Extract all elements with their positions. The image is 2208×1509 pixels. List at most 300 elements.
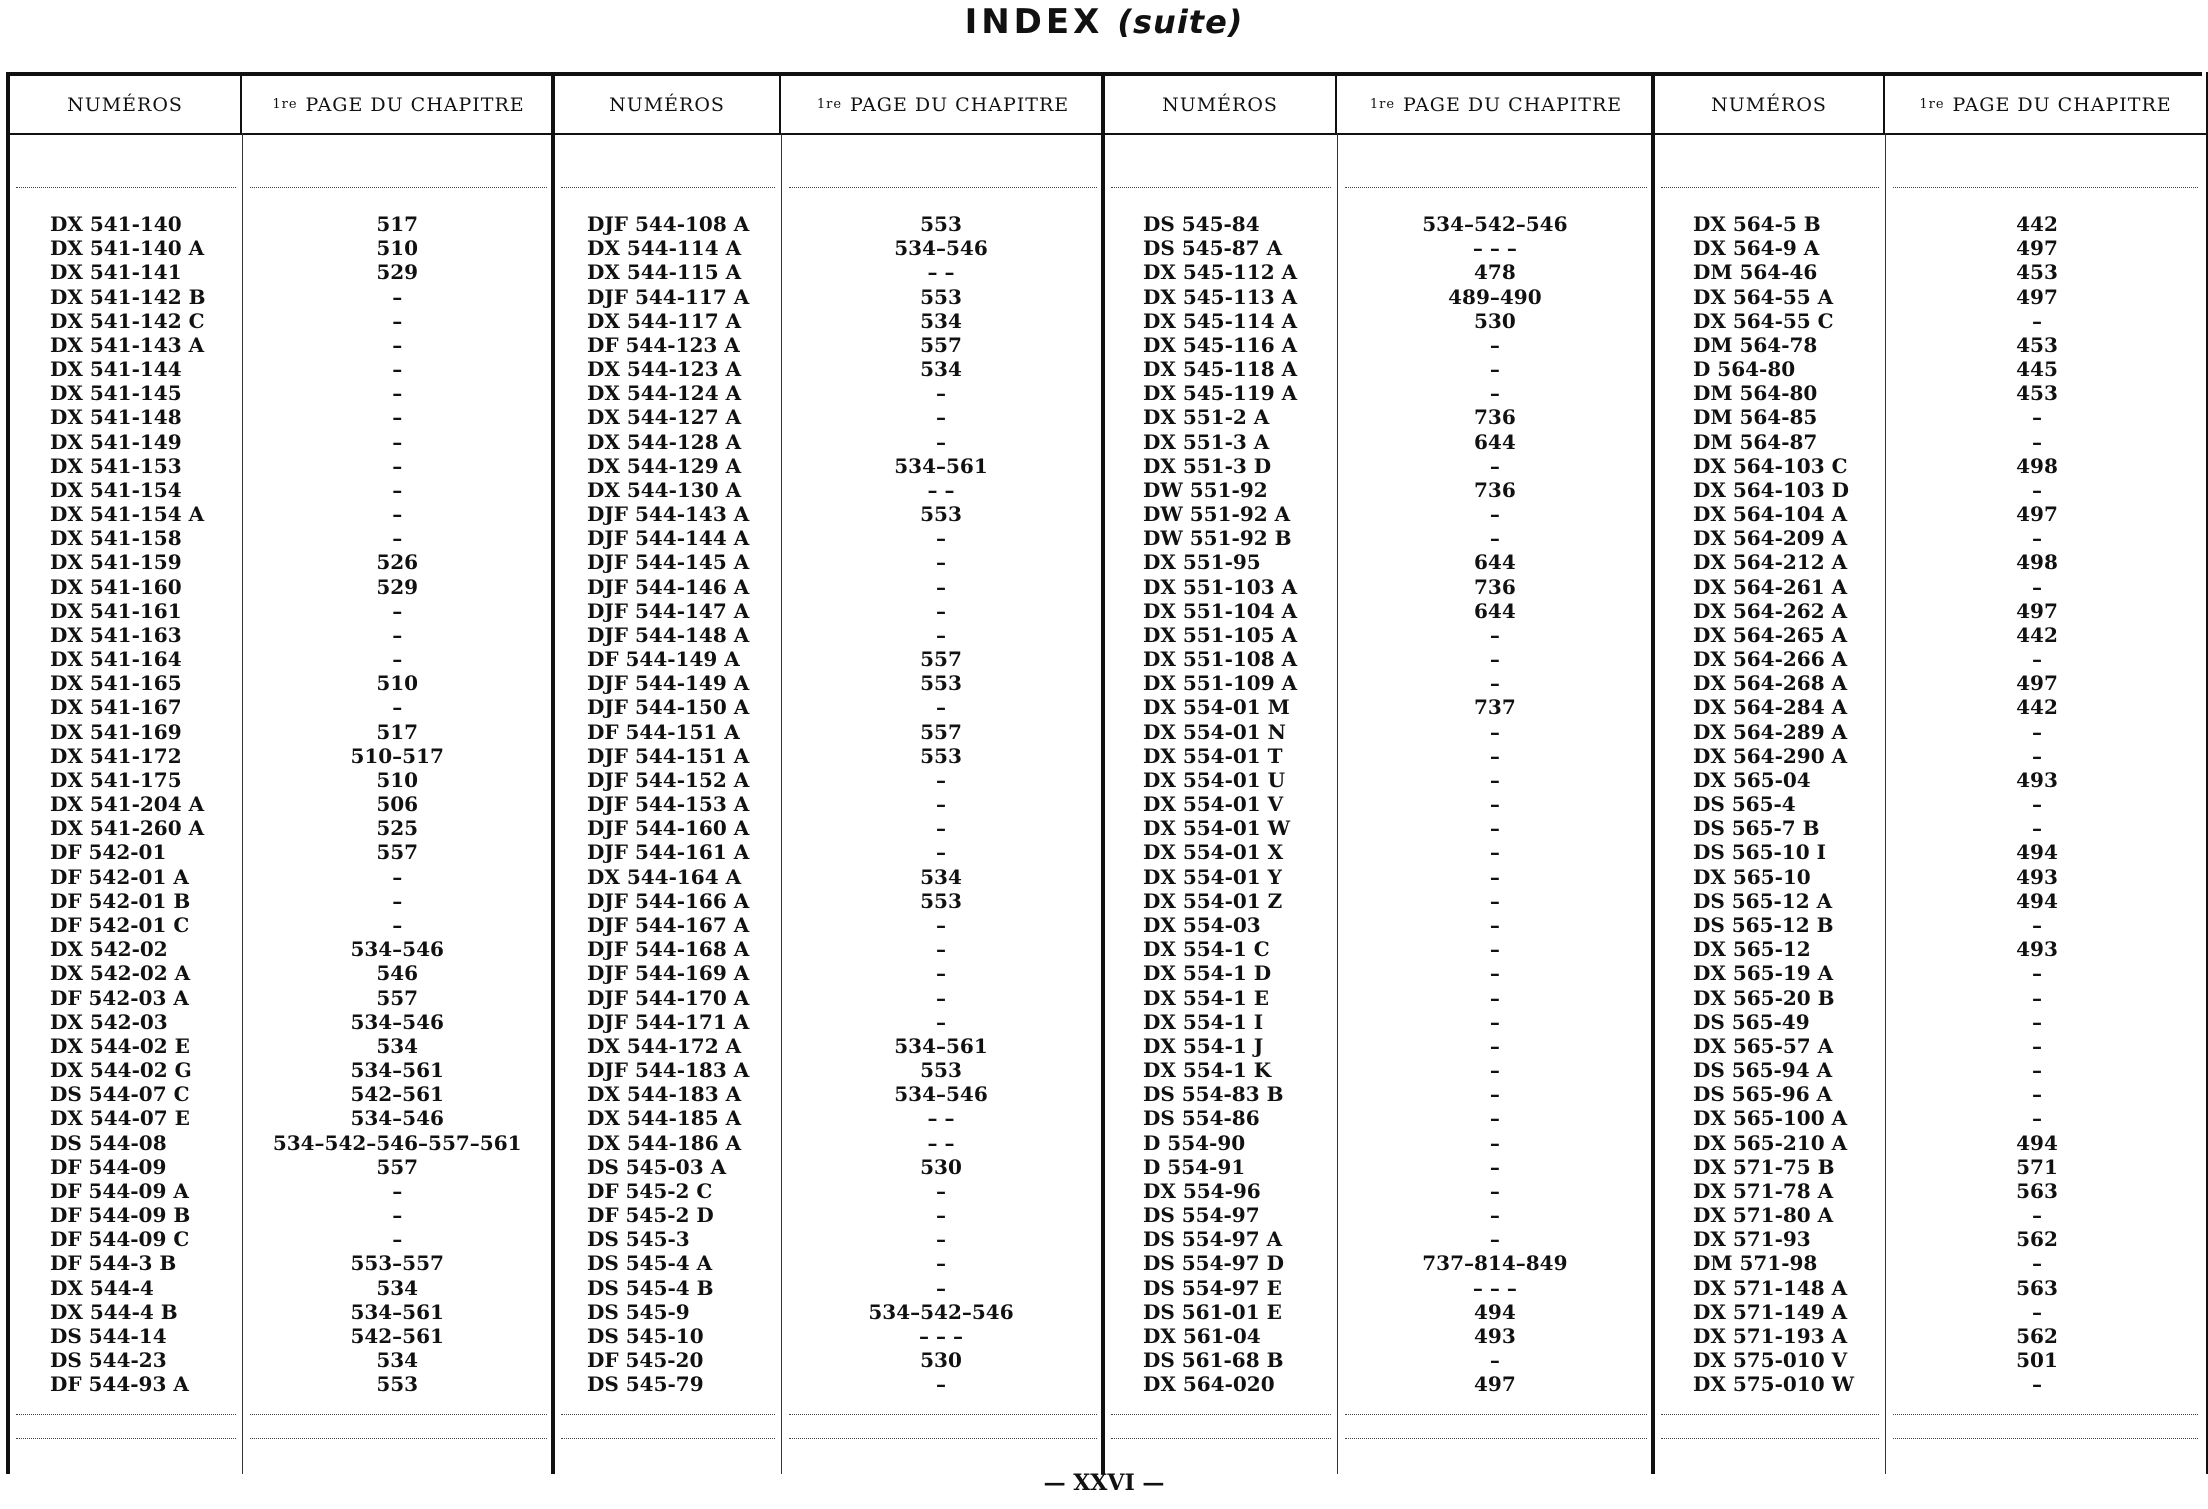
- chapter-page: –: [1489, 332, 1500, 357]
- table-row: [555, 816, 1105, 840]
- part-number: DF 542-01: [50, 840, 167, 865]
- chapter-page: 546: [376, 961, 419, 986]
- chapter-page: 557: [920, 719, 962, 744]
- table-row: [10, 236, 555, 260]
- dotted-guide-line: [1893, 1414, 2198, 1415]
- header-label: PAGE DU CHAPITRE: [1952, 93, 2172, 116]
- chapter-page: 529: [376, 260, 419, 285]
- table-row: [1655, 1300, 2206, 1324]
- table-row: [1655, 1106, 2206, 1130]
- chapter-page: – – –: [919, 1323, 963, 1348]
- part-number: DX 564-262 A: [1693, 598, 1848, 623]
- chapter-page: 453: [2016, 381, 2058, 406]
- part-number: DX 545-118 A: [1143, 357, 1298, 382]
- part-number: DS 544-08: [50, 1130, 167, 1155]
- chapter-page: 553: [920, 671, 962, 696]
- chapter-page: 553: [920, 212, 962, 236]
- table-row: [1105, 1251, 1655, 1275]
- chapter-page: –: [1489, 767, 1500, 792]
- header-label: PAGE DU CHAPITRE: [1403, 93, 1623, 116]
- part-number: DX 571-148 A: [1693, 1275, 1848, 1300]
- chapter-page: 478: [1474, 260, 1516, 285]
- table-row: [10, 1058, 555, 1082]
- part-number: DX 542-03: [50, 1009, 168, 1034]
- table-row: [1105, 865, 1655, 889]
- part-number: DX 541-149: [50, 429, 182, 454]
- part-number: DF 545-2 C: [587, 1178, 713, 1203]
- table-row: [1655, 454, 2206, 478]
- chapter-page: 737–814–849: [1422, 1251, 1568, 1276]
- chapter-page: –: [2032, 1299, 2042, 1324]
- part-number: DF 544-3 B: [50, 1251, 177, 1276]
- part-number: DX 554-1 I: [1143, 1009, 1264, 1034]
- chapter-page: 553: [920, 743, 962, 768]
- dotted-guide-line: [789, 1414, 1097, 1415]
- chapter-page: –: [392, 405, 403, 430]
- part-number: DX 551-95: [1143, 550, 1261, 575]
- table-row: [1105, 840, 1655, 864]
- part-number: DJF 544-145 A: [587, 550, 750, 575]
- table-row: [1105, 623, 1655, 647]
- part-number: DJF 544-169 A: [587, 961, 750, 986]
- table-row: [1655, 647, 2206, 671]
- part-number: DJF 544-183 A: [587, 1058, 750, 1083]
- part-number: DX 544-02 G: [50, 1058, 192, 1083]
- part-number: DS 565-94 A: [1693, 1058, 1833, 1083]
- part-number: DX 565-20 B: [1693, 985, 1835, 1010]
- chapter-page: –: [1489, 647, 1500, 672]
- part-number: DF 544-09 A: [50, 1178, 189, 1203]
- header-page-chapitre: [242, 76, 555, 135]
- table-row: [1655, 720, 2206, 744]
- chapter-page: –: [1489, 1178, 1500, 1203]
- chapter-page: 644: [1474, 598, 1516, 623]
- table-row: [555, 744, 1105, 768]
- part-number: DS 561-01 E: [1143, 1299, 1282, 1324]
- part-number: DF 544-93 A: [50, 1372, 189, 1397]
- part-number: DX 544-07 E: [50, 1106, 190, 1131]
- chapter-page: –: [1489, 1033, 1500, 1058]
- part-number: DX 564-284 A: [1693, 695, 1848, 720]
- table-row: [555, 1203, 1105, 1227]
- chapter-page: –: [1489, 816, 1500, 841]
- chapter-page: –: [1489, 453, 1500, 478]
- part-number: DX 564-5 B: [1693, 212, 1821, 236]
- chapter-page: 493: [2016, 767, 2058, 792]
- part-number: DX 544-4: [50, 1275, 154, 1300]
- part-number: DX 544-128 A: [587, 429, 742, 454]
- header-superscript: 1re: [816, 97, 843, 112]
- table-row: [10, 212, 555, 236]
- part-number: DJF 544-143 A: [587, 502, 750, 527]
- chapter-page: –: [392, 453, 403, 478]
- part-number: DM 564-78: [1693, 332, 1818, 357]
- part-number: DX 565-100 A: [1693, 1106, 1848, 1131]
- chapter-page: –: [1489, 1130, 1500, 1155]
- part-number: DS 565-96 A: [1693, 1082, 1833, 1107]
- table-row: [1655, 575, 2206, 599]
- chapter-page: 553: [920, 502, 962, 527]
- chapter-page: –: [936, 1203, 946, 1228]
- part-number: DX 571-93: [1693, 1227, 1811, 1252]
- part-number: DX 541-260 A: [50, 816, 205, 841]
- chapter-page: –: [2032, 405, 2042, 430]
- chapter-page: –: [936, 937, 946, 962]
- part-number: DS 545-9: [587, 1299, 690, 1324]
- part-number: DX 541-141: [50, 260, 182, 285]
- part-number: DM 564-85: [1693, 405, 1818, 430]
- part-number: DS 554-97 D: [1143, 1251, 1284, 1276]
- table-row: [10, 1372, 555, 1396]
- part-number: DX 564-020: [1143, 1372, 1275, 1397]
- chapter-page: 737: [1474, 695, 1516, 720]
- part-number: DS 565-49: [1693, 1009, 1810, 1034]
- table-row: [10, 285, 555, 309]
- table-row: [10, 1179, 555, 1203]
- table-row: [1655, 1276, 2206, 1300]
- table-row: [1105, 454, 1655, 478]
- part-number: DX 541-163: [50, 622, 182, 647]
- table-row: [555, 526, 1105, 550]
- part-number: DX 551-3 D: [1143, 453, 1272, 478]
- chapter-page: –: [2032, 792, 2042, 817]
- table-row: [1105, 1372, 1655, 1396]
- table-row: [10, 260, 555, 284]
- chapter-page: 534–546: [350, 1106, 444, 1131]
- chapter-page: 445: [2016, 357, 2058, 382]
- chapter-page: –: [1489, 1203, 1500, 1228]
- part-number: DX 541-142 B: [50, 284, 206, 309]
- header-label: PAGE DU CHAPITRE: [305, 93, 525, 116]
- dotted-guide-line: [1661, 1414, 1879, 1415]
- part-number: DX 541-144: [50, 357, 182, 382]
- part-number: DX 571-193 A: [1693, 1323, 1848, 1348]
- chapter-page: –: [936, 381, 946, 406]
- dotted-guide-line: [16, 1414, 236, 1415]
- chapter-page: 498: [2016, 550, 2058, 575]
- chapter-page: 453: [2016, 332, 2058, 357]
- part-number: DX 554-01 V: [1143, 792, 1284, 817]
- table-row: [1655, 840, 2206, 864]
- chapter-page: 553: [920, 1058, 962, 1083]
- table-row: [1105, 526, 1655, 550]
- table-row: [1655, 623, 2206, 647]
- table-row: [555, 502, 1105, 526]
- chapter-page: 517: [376, 719, 419, 744]
- chapter-page: –: [936, 429, 946, 454]
- part-number: DX 554-03: [1143, 912, 1261, 937]
- chapter-page: 534–542–546–557–561: [272, 1130, 522, 1155]
- part-number: DJF 544-151 A: [587, 743, 750, 768]
- table-row: [555, 357, 1105, 381]
- chapter-page: –: [1489, 888, 1500, 913]
- chapter-page: –: [1489, 961, 1500, 986]
- chapter-page: 534–546: [350, 1009, 444, 1034]
- part-number: DJF 544-170 A: [587, 985, 750, 1010]
- table-row: [1105, 720, 1655, 744]
- part-number: DS 545-79: [587, 1372, 704, 1397]
- table-row: [10, 961, 555, 985]
- chapter-page: 563: [2016, 1275, 2058, 1300]
- part-number: DX 551-109 A: [1143, 671, 1298, 696]
- dotted-guide-line: [1111, 1438, 1331, 1439]
- index-table: [6, 72, 2202, 1474]
- dotted-guide-line: [1661, 187, 1879, 188]
- table-row: [1655, 986, 2206, 1010]
- table-row: [1655, 1227, 2206, 1251]
- chapter-page: 494: [2016, 888, 2058, 913]
- part-number: DX 544-164 A: [587, 864, 742, 889]
- table-row: [1105, 1131, 1655, 1155]
- part-number: DX 554-1 K: [1143, 1058, 1272, 1083]
- part-number: DX 541-153: [50, 453, 182, 478]
- chapter-page: 534: [920, 308, 962, 333]
- part-number: DX 541-140 A: [50, 236, 205, 261]
- part-number: DX 544-02 E: [50, 1033, 190, 1058]
- table-row: [555, 1251, 1105, 1275]
- table-row: [555, 478, 1105, 502]
- table-row: [555, 599, 1105, 623]
- chapter-page: –: [2032, 1082, 2042, 1107]
- chapter-page: 534–546: [894, 236, 988, 261]
- chapter-page: –: [1489, 381, 1500, 406]
- header-numeros: NUMÉROS: [1105, 76, 1337, 135]
- chapter-page: –: [2032, 743, 2042, 768]
- part-number: DS 544-23: [50, 1348, 167, 1373]
- table-row: [10, 309, 555, 333]
- part-number: DF 542-01 A: [50, 864, 189, 889]
- part-number: DJF 544-167 A: [587, 912, 750, 937]
- chapter-page: –: [392, 1203, 403, 1228]
- part-number: DX 541-140: [50, 212, 182, 236]
- dotted-guide-line: [1111, 187, 1331, 188]
- chapter-page: –: [392, 1227, 403, 1252]
- chapter-page: –: [1489, 1106, 1500, 1131]
- dotted-guide-line: [1893, 187, 2198, 188]
- chapter-page: 553–557: [350, 1251, 444, 1276]
- part-number: DX 541-154 A: [50, 502, 205, 527]
- header-superscript: 1re: [1919, 97, 1945, 112]
- table-row: [1105, 1155, 1655, 1179]
- table-row: [10, 575, 555, 599]
- chapter-page: 497: [2016, 284, 2058, 309]
- chapter-page: –: [2032, 1009, 2042, 1034]
- table-row: [1655, 260, 2206, 284]
- dotted-guide-line: [1345, 1414, 1647, 1415]
- table-row: [555, 1034, 1105, 1058]
- table-row: [1655, 599, 2206, 623]
- table-row: [1655, 1010, 2206, 1034]
- chapter-page: 497: [2016, 236, 2058, 261]
- part-number: DX 544-130 A: [587, 477, 742, 502]
- part-number: DX 564-209 A: [1693, 526, 1848, 551]
- part-number: DS 554-97: [1143, 1203, 1260, 1228]
- chapter-page: 534–561: [894, 1033, 988, 1058]
- dotted-guide-line: [1893, 1438, 2198, 1439]
- part-number: DX 541-143 A: [50, 332, 205, 357]
- part-number: DS 565-7 B: [1693, 816, 1820, 841]
- chapter-page: 526: [376, 550, 419, 575]
- chapter-page: 493: [2016, 937, 2058, 962]
- part-number: DX 554-01 U: [1143, 767, 1286, 792]
- header-page-chapitre: [1337, 76, 1655, 135]
- chapter-page: –: [936, 622, 946, 647]
- table-row: [10, 381, 555, 405]
- header-superscript: 1re: [272, 97, 298, 112]
- index-rows: [1105, 212, 1655, 1396]
- part-number: DS 554-86: [1143, 1106, 1260, 1131]
- table-row: [10, 599, 555, 623]
- table-row: [555, 1010, 1105, 1034]
- table-row: [10, 913, 555, 937]
- table-row: [555, 671, 1105, 695]
- chapter-page: 534: [376, 1275, 419, 1300]
- table-row: [555, 913, 1105, 937]
- table-row: [10, 526, 555, 550]
- part-number: DX 565-04: [1693, 767, 1811, 792]
- chapter-page: 534–561: [350, 1299, 444, 1324]
- part-number: DX 571-78 A: [1693, 1178, 1834, 1203]
- table-row: [10, 816, 555, 840]
- chapter-page: –: [2032, 526, 2042, 551]
- chapter-page: –: [392, 357, 403, 382]
- table-row: [1655, 1082, 2206, 1106]
- part-number: DF 544-09 C: [50, 1227, 190, 1252]
- chapter-page: –: [936, 816, 946, 841]
- table-row: [555, 961, 1105, 985]
- page-number: — XXVI —: [1043, 1470, 1165, 1496]
- part-number: DX 564-289 A: [1693, 719, 1848, 744]
- chapter-page: 553: [920, 888, 962, 913]
- part-number: DX 554-1 D: [1143, 961, 1272, 986]
- table-row: [10, 1348, 555, 1372]
- table-row: [1105, 599, 1655, 623]
- table-row: [1105, 1082, 1655, 1106]
- part-number: DX 564-265 A: [1693, 622, 1848, 647]
- table-row: [1655, 1203, 2206, 1227]
- table-row: [10, 357, 555, 381]
- table-row: [1655, 671, 2206, 695]
- table-row: [555, 768, 1105, 792]
- part-number: DX 564-104 A: [1693, 502, 1848, 527]
- part-number: DS 545-10: [587, 1323, 704, 1348]
- chapter-page: –: [936, 792, 946, 817]
- part-number: DX 541-154: [50, 477, 182, 502]
- table-row: [1105, 1106, 1655, 1130]
- table-row: [10, 1106, 555, 1130]
- part-number: DX 554-01 T: [1143, 743, 1283, 768]
- column-group: [1101, 72, 1655, 1474]
- part-number: D 554-91: [1143, 1154, 1246, 1179]
- part-number: DJF 544-144 A: [587, 526, 750, 551]
- chapter-page: 534–561: [894, 453, 988, 478]
- table-row: [1105, 1324, 1655, 1348]
- chapter-page: 563: [2016, 1178, 2058, 1203]
- part-number: DX 564-103 C: [1693, 453, 1848, 478]
- chapter-page: 644: [1474, 429, 1516, 454]
- header-superscript: 1re: [1369, 97, 1396, 112]
- chapter-page: 534: [376, 1033, 419, 1058]
- table-row: [555, 1300, 1105, 1324]
- header-numeros: NUMÉROS: [10, 76, 242, 135]
- table-row: [1655, 1034, 2206, 1058]
- table-row: [1105, 212, 1655, 236]
- table-row: [1655, 889, 2206, 913]
- chapter-page: –: [936, 695, 946, 720]
- table-row: [1655, 913, 2206, 937]
- table-row: [10, 1034, 555, 1058]
- table-row: [10, 865, 555, 889]
- table-row: [1105, 1227, 1655, 1251]
- table-row: [1105, 647, 1655, 671]
- part-number: DS 544-07 C: [50, 1082, 190, 1107]
- chapter-page: –: [392, 598, 403, 623]
- table-row: [1105, 1348, 1655, 1372]
- table-row: [1655, 502, 2206, 526]
- table-row: [1105, 1058, 1655, 1082]
- chapter-page: –: [392, 888, 403, 913]
- part-number: DF 544-149 A: [587, 647, 740, 672]
- table-row: [555, 1155, 1105, 1179]
- table-row: [1105, 1276, 1655, 1300]
- table-row: [10, 647, 555, 671]
- part-number: DJF 544-146 A: [587, 574, 750, 599]
- part-number: DX 541-161: [50, 598, 182, 623]
- table-row: [555, 889, 1105, 913]
- part-number: DX 544-114 A: [587, 236, 742, 261]
- part-number: DX 551-2 A: [1143, 405, 1270, 430]
- table-row: [555, 550, 1105, 574]
- part-number: DX 541-165: [50, 671, 182, 696]
- part-number: DX 554-1 C: [1143, 937, 1270, 962]
- chapter-page: –: [392, 284, 403, 309]
- table-row: [1655, 1348, 2206, 1372]
- chapter-page: 562: [2016, 1323, 2058, 1348]
- part-number: DM 564-87: [1693, 429, 1818, 454]
- table-row: [1105, 744, 1655, 768]
- table-row: [1105, 986, 1655, 1010]
- chapter-page: 644: [1474, 550, 1516, 575]
- table-row: [1655, 550, 2206, 574]
- table-row: [1655, 405, 2206, 429]
- part-number: DS 545-4 A: [587, 1251, 713, 1276]
- dotted-guide-line: [1111, 1414, 1331, 1415]
- dotted-guide-line: [561, 1414, 775, 1415]
- table-row: [555, 454, 1105, 478]
- table-row: [1655, 381, 2206, 405]
- part-number: DF 544-151 A: [587, 719, 740, 744]
- column-group: [551, 72, 1105, 1474]
- table-row: [1655, 1131, 2206, 1155]
- part-number: DX 545-113 A: [1143, 284, 1298, 309]
- chapter-page: 497: [2016, 598, 2058, 623]
- table-row: [555, 309, 1105, 333]
- chapter-page: –: [1489, 671, 1500, 696]
- table-row: [555, 1179, 1105, 1203]
- table-row: [555, 285, 1105, 309]
- chapter-page: –: [392, 308, 403, 333]
- part-number: DF 545-2 D: [587, 1203, 714, 1228]
- table-row: [10, 1300, 555, 1324]
- table-row: [1655, 1251, 2206, 1275]
- part-number: DX 564-55 C: [1693, 308, 1834, 333]
- chapter-page: 498: [2016, 453, 2058, 478]
- part-number: DX 541-142 C: [50, 308, 205, 333]
- part-number: DS 554-83 B: [1143, 1082, 1284, 1107]
- part-number: DX 545-112 A: [1143, 260, 1298, 285]
- chapter-page: –: [936, 598, 946, 623]
- part-number: DS 554-97 E: [1143, 1275, 1282, 1300]
